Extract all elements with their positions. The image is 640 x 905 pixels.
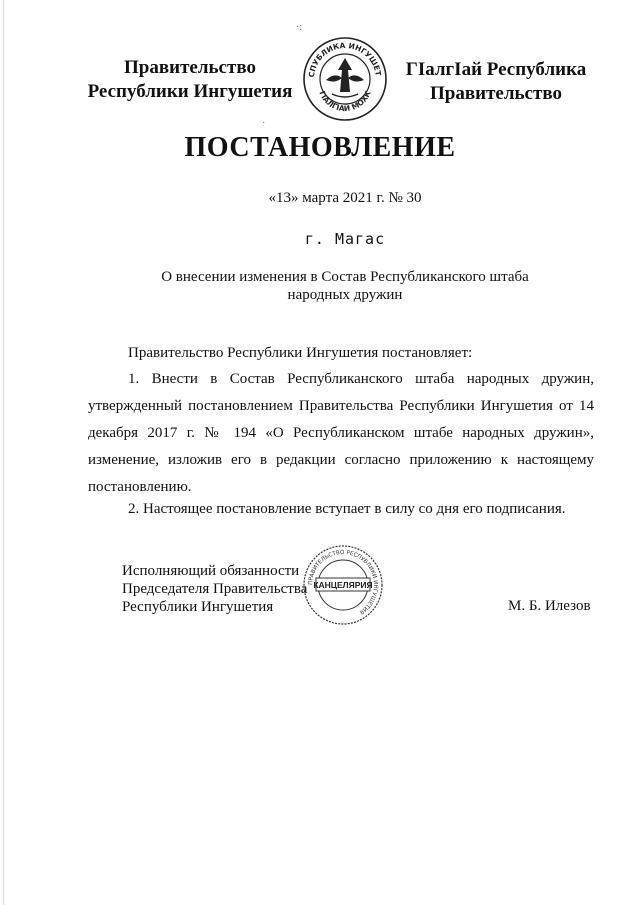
document-title: ПОСТАНОВЛЕНИЕ (184, 132, 456, 163)
document-date-number: «13» марта 2021 г. № 30 (268, 190, 422, 206)
republic-emblem (302, 36, 388, 122)
header-right-line2: Правительство (430, 83, 562, 104)
emblem-bottom-text: ГIАЛГIАЙ МОХК (317, 89, 373, 114)
header-right (398, 58, 594, 106)
signature-block (122, 562, 307, 616)
stamp-ring-text: ПРАВИТЕЛЬСТВО РЕСПУБЛИКИ ИНГУШЕТИЯ (307, 549, 379, 615)
header-left-line1: Правительство (124, 57, 256, 78)
subject-line1: О внесении изменения в Состав Республиканского штаба (161, 269, 529, 285)
document-subject (150, 268, 540, 304)
stamp-center-text: КАНЦЕЛЯРИЯ (313, 580, 373, 590)
header-left (78, 56, 302, 104)
scan-speck: ·: (296, 22, 303, 33)
subject-line2: народных дружин (287, 287, 403, 303)
header-right-line1: ГIалгIай Республика (405, 59, 587, 80)
intro-paragraph: Правительство Республики Ингушетия постановляет: (128, 345, 473, 361)
emblem-top-text: СПУБЛИКА ИНГУШЕТ (306, 40, 383, 78)
signature-line1: Исполняющий обязанности (122, 563, 300, 579)
item-1-paragraph: 1. Внести в Состав Республиканского штаба народных дружин, утвержденный постановлением Правительства Республики Ингушетия от 14 декабря 2017 г. № 194 «О Республиканском штабе народных дружин», изменение, изложив его в редакции согласно приложению к настоящему постановлению. (88, 371, 594, 495)
svg-text:ГIАЛГIАЙ МОХК (317, 89, 373, 113)
signature-line3: Республики Ингушетия (122, 599, 274, 615)
item-2-paragraph: 2. Настоящее постановление вступает в силу со дня его подписания. (128, 501, 566, 517)
office-stamp (302, 544, 384, 626)
scan-speck: · (262, 118, 266, 129)
header-left-line2: Республики Ингушетия (87, 81, 293, 102)
signature-line2: Председателя Правительства (122, 581, 308, 597)
signatory-name: М. Б. Илезов (508, 598, 591, 614)
document-city: г. Магас (304, 230, 386, 248)
